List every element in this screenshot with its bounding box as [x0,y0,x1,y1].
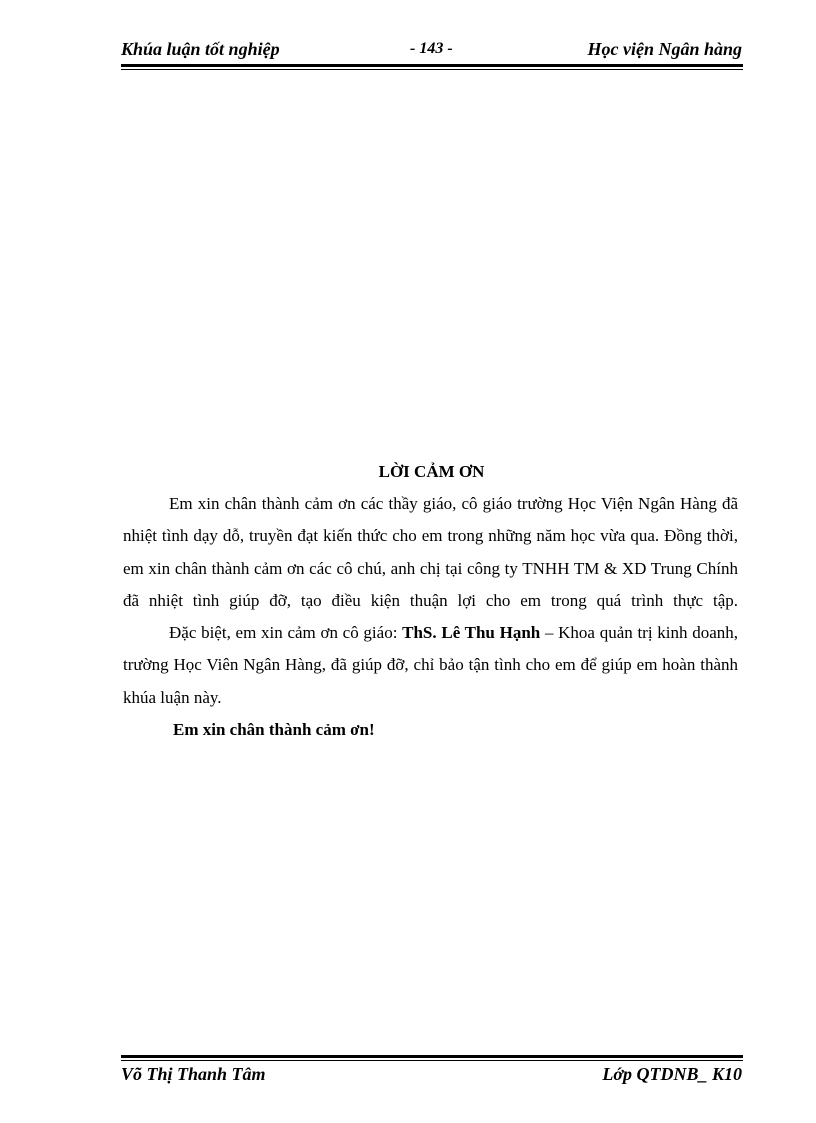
footer-divider [121,1055,743,1061]
footer-class: Lớp QTDNB_ K10 [602,1064,742,1084]
paragraph-2-intro: Đặc biệt, em xin cảm ơn cô giáo: [169,623,403,643]
advisor-name: ThS. Lê Thu Hạnh [402,623,541,643]
closing-thanks: Em xin chân thành cảm ơn! [173,720,375,740]
footer-author: Võ Thị Thanh Tâm [121,1064,266,1084]
acknowledgement-body [123,488,738,746]
paragraph-2-rest: – Khoa quản trị kinh doanh, trường Học Viên Ngân Hàng, đã giúp đỡ, chỉ bảo tận tình cho em để giúp em hoàn thành khúa luận này. [123,623,738,707]
paragraph-1: Em xin chân thành cảm ơn các thầy giáo, cô giáo trường Học Viện Ngân Hàng đã nhiệt tình dạy dỗ, truyền đạt kiến thức cho em trong những năm học vừa qua. Đồng thời, em xin chân thành cảm ơn các cô chú, anh chị tại công ty TNHH TM & XD Trung Chính đã nhiệt tình giúp đỡ, tạo điều kiện thuận lợi cho em trong quá trình thực tập. [123,494,738,610]
page-header [121,36,742,60]
header-thesis-label: Khúa luận tốt nghiệp [121,39,280,59]
header-institution: Học viện Ngân hàng [587,39,742,59]
page-title: LỜI CẢM ƠN [378,462,485,481]
page-footer [121,1064,742,1088]
paragraph-2 [123,617,738,714]
header-divider [121,64,743,70]
page-number: - 143 - [410,40,453,57]
